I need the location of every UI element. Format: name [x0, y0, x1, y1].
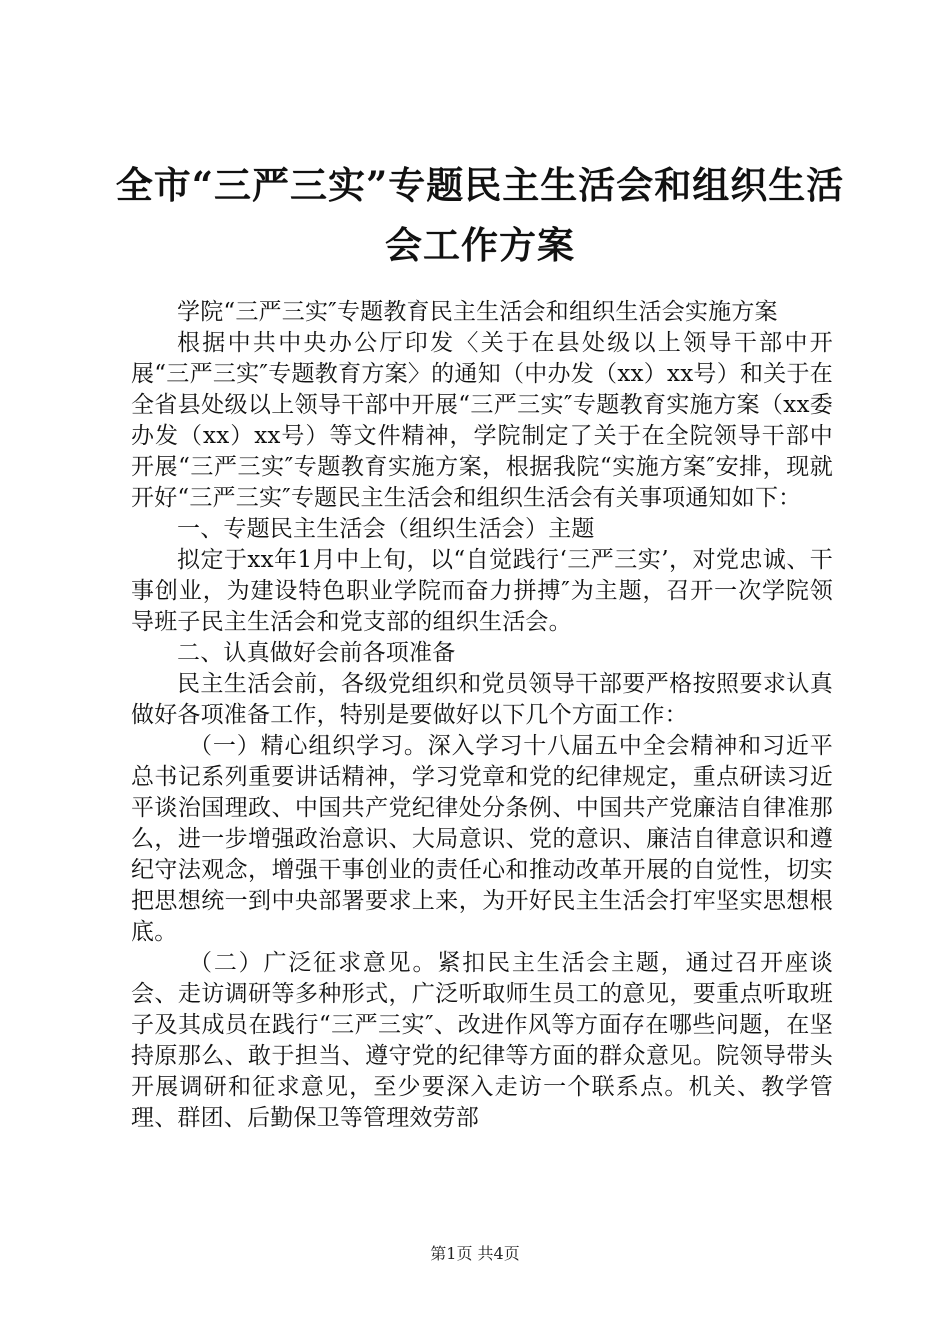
section-heading-1: 一、专题民主生活会（组织生活会）主题	[177, 516, 595, 542]
paragraph-intro: 根据中共中央办公厅印发〈关于在县处级以上领导干部中开展“三严三实″专题教育方案〉的通知（中办发（xx）xx号）和关于在全省县处级以上领导干部中开展“三严三实″专题教育实施方案（xx委办发（xx）xx号）等文件精神，学院制定了关于在全院领导干部中开展“三严三实″专题教育实施方案，根据我院“实施方案″安排，现就开好“三严三实″专题民主生活会和组织生活会有关事项通知如下：	[131, 330, 833, 511]
paragraph-theme: 拟定于xx年1月中上旬，以“自觉践行‘三严三实’，对党忠诚、干事创业，为建设特色职业学院而奋力拼搏″为主题，召开一次学院领导班子民主生活会和党支部的组织生活会。	[131, 547, 833, 635]
paragraph-preparation: 民主生活会前，各级党组织和党员领导干部要严格按照要求认真做好各项准备工作，特别是要做好以下几个方面工作：	[131, 671, 833, 728]
paragraph-subtitle: 学院“三严三实″专题教育民主生活会和组织生活会实施方案	[177, 299, 778, 325]
document-body	[131, 297, 833, 1134]
paragraph-study: （一）精心组织学习。深入学习十八届五中全会精神和习近平总书记系列重要讲话精神，学习党章和党的纪律规定，重点研读习近平谈治国理政、中国共产党纪律处分条例、中国共产党廉洁自律准那么，进一步增强政治意识、大局意识、党的意识、廉洁自律意识和遵纪守法观念，增强干事创业的责任心和推动改革开展的自觉性，切实把思想统一到中央部署要求上来，为开好民主生活会打牢坚实思想根底。	[131, 733, 833, 945]
document-title-line-2: 会工作方案	[385, 223, 575, 267]
page-footer: 第1页 共4页	[430, 1244, 520, 1263]
document-title-line-1: 全市“三严三实”专题民主生活会和组织生活	[115, 163, 845, 207]
section-heading-2: 二、认真做好会前各项准备	[177, 640, 456, 666]
paragraph-opinions: （二）广泛征求意见。紧扣民主生活会主题，通过召开座谈会、走访调研等多种形式，广泛听取师生员工的意见，要重点听取班子及其成员在践行“三严三实″、改进作风等方面存在哪些问题，在坚持原那么、敢于担当、遵守党的纪律等方面的群众意见。院领导带头开展调研和征求意见，至少要深入走访一个联系点。机关、教学管理、群团、后勤保卫等管理效劳部	[131, 950, 833, 1131]
